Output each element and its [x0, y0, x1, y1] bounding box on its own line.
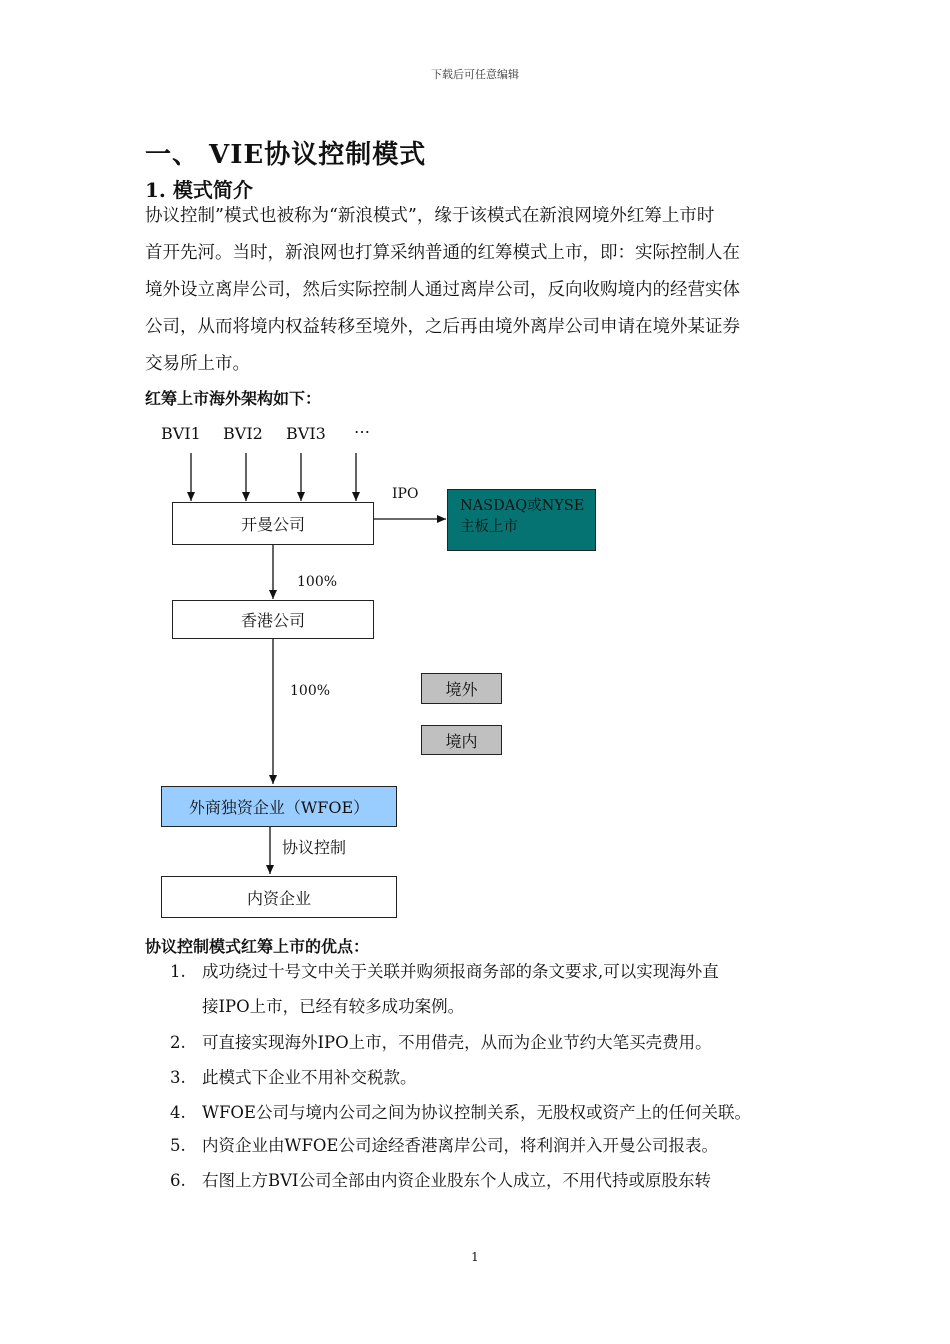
page-number: 1 [471, 1250, 479, 1264]
onshore-label: 境内 [445, 731, 478, 751]
nasdaq-line2: 主板上市 [460, 519, 518, 535]
intro-line: 协议控制”模式也被称为“新浪模式”，缘于该模式在新浪网境外红筹上市时 [145, 206, 715, 226]
bvi1-label: BVI1 [161, 424, 201, 443]
bvi2-label: BVI2 [223, 424, 263, 443]
list-text: 成功绕过十号文中关于关联并购须报商务部的条文要求,可以实现海外直 [202, 962, 719, 981]
list-number: 3. [170, 1068, 186, 1087]
ownership-pct-2: 100% [290, 683, 331, 699]
wfoe-box [161, 786, 397, 827]
list-number: 4. [170, 1103, 186, 1122]
list-text: 可直接实现海外IPO上市，不用借壳，从而为企业节约大笔买壳费用。 [202, 1033, 712, 1052]
list-item [170, 1167, 711, 1191]
intro-line: 首开先河。当时，新浪网也打算采纳普通的红筹模式上市，即：实际控制人在 [145, 243, 740, 263]
list-item [170, 1064, 417, 1088]
nasdaq-line1: NASDAQ或NYSE [460, 498, 585, 514]
bvi3-label: BVI3 [286, 424, 326, 443]
offshore-legend-box [421, 673, 502, 704]
nasdaq-nyse-box [447, 489, 596, 551]
list-text: 此模式下企业不用补交税款。 [202, 1068, 417, 1087]
intro-line: 境外设立离岸公司，然后实际控制人通过离岸公司，反向收购境内的经营实体 [145, 280, 740, 300]
intro-line: 交易所上市。 [145, 354, 250, 374]
list-text: 右图上方BVI公司全部由内资企业股东个人成立，不用代持或原股东转 [202, 1171, 712, 1190]
offshore-label: 境外 [445, 680, 478, 699]
onshore-legend-box [421, 725, 502, 755]
list-number: 1. [170, 962, 186, 981]
list-number: 6. [170, 1171, 186, 1190]
domestic-company-box [161, 876, 397, 918]
list-text: 接IPO上市，已经有较多成功案例。 [202, 997, 465, 1016]
ipo-label: IPO [392, 486, 419, 502]
list-item-continuation [202, 993, 464, 1017]
ownership-pct-1: 100% [297, 574, 338, 590]
section-heading: 1. 模式简介 [145, 178, 253, 202]
wfoe-label: 外商独资企业（WFOE） [188, 798, 370, 817]
contract-control-label: 协议控制 [282, 838, 347, 857]
domestic-company-label: 内资企业 [246, 888, 311, 908]
kaiman-company-label: 开曼公司 [240, 515, 305, 534]
page-title: 一、 VIE协议控制模式 [145, 140, 427, 170]
list-item [170, 1099, 751, 1123]
advantages-heading: 协议控制模式红筹上市的优点： [145, 937, 370, 956]
list-item [170, 1132, 718, 1156]
hk-company-label: 香港公司 [240, 611, 305, 630]
kaiman-company-box [172, 502, 374, 545]
list-item [170, 1029, 712, 1053]
list-number: 5. [170, 1136, 186, 1155]
list-number: 2. [170, 1033, 186, 1052]
list-text: 内资企业由WFOE公司途经香港离岸公司，将利润并入开曼公司报表。 [202, 1136, 718, 1155]
hk-company-box [172, 600, 374, 639]
list-item [170, 958, 719, 982]
structure-heading: 红筹上市海外架构如下： [145, 389, 322, 408]
bvi-ellipsis: … [354, 418, 370, 437]
header-note: 下载后可任意编辑 [431, 68, 519, 81]
intro-line: 公司，从而将境内权益转移至境外，之后再由境外离岸公司申请在境外某证券 [145, 317, 740, 337]
list-text: WFOE公司与境内公司之间为协议控制关系，无股权或资产上的任何关联。 [202, 1103, 751, 1122]
